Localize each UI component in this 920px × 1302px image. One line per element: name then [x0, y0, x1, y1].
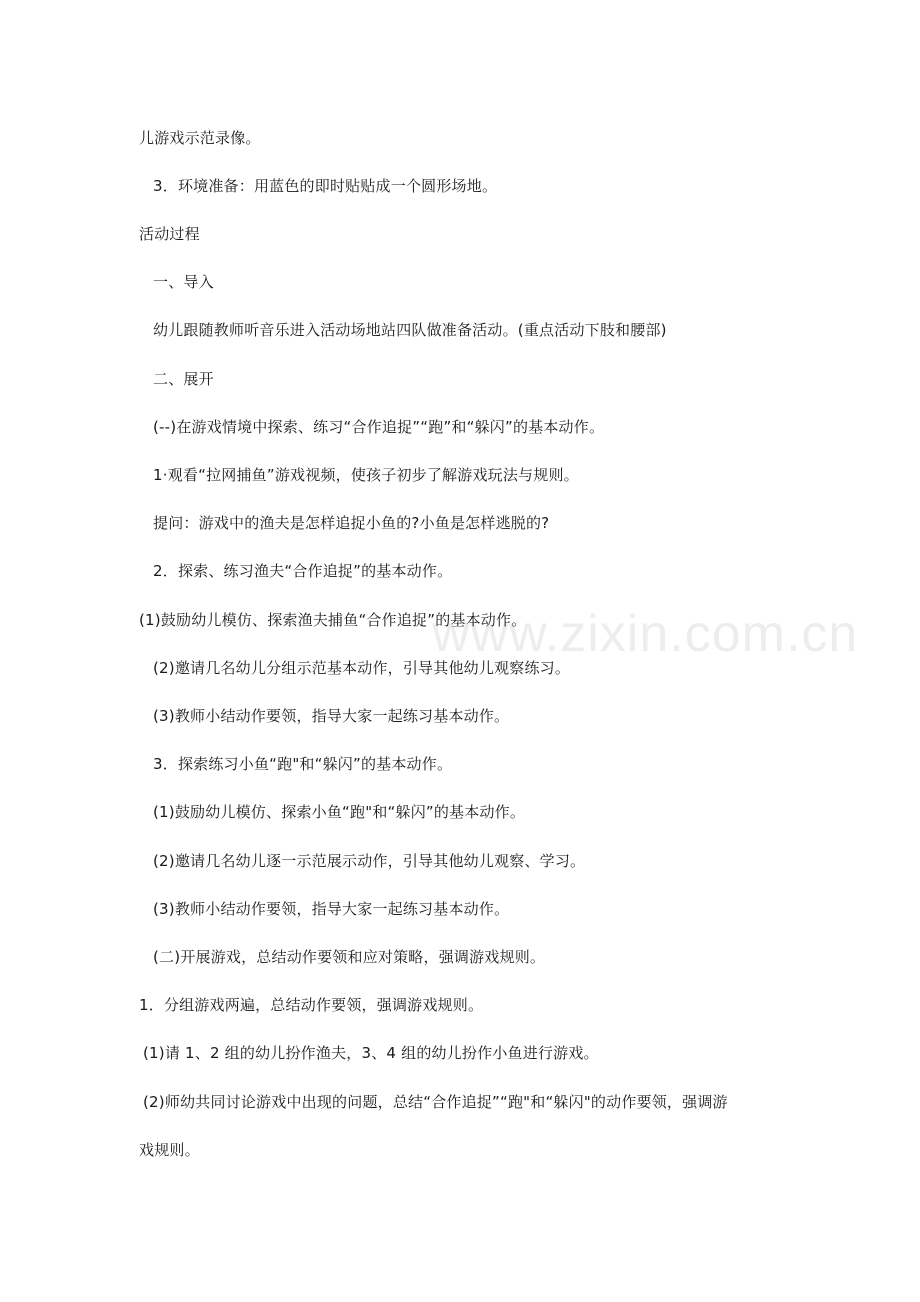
section-heading: 活动过程 [139, 225, 200, 243]
text-line: 2．探索、练习渔夫“合作追捉”的基本动作。 [153, 562, 453, 580]
text-line: 3．环境准备：用蓝色的即时贴贴成一个圆形场地。 [153, 177, 498, 195]
text-line: (2)邀请几名幼儿分组示范基本动作，引导其他幼儿观察练习。 [153, 659, 571, 677]
text-line: 幼儿跟随教师听音乐进入活动场地站四队做准备活动。(重点活动下肢和腰部) [153, 321, 667, 339]
watermark: www.zixin.com.cn [432, 605, 859, 663]
text-line: 3．探索练习小鱼“跑"和“躲闪”的基本动作。 [153, 755, 453, 773]
text-line: (2)邀请几名幼儿逐一示范展示动作，引导其他幼儿观察、学习。 [153, 852, 586, 870]
text-line: 1．分组游戏两遍，总结动作要领，强调游戏规则。 [139, 996, 484, 1014]
text-line: (--)在游戏情境中探索、练习“合作追捉”“跑”和“躲闪”的基本动作。 [153, 418, 605, 436]
text-line: (二)开展游戏，总结动作要领和应对策略，强调游戏规则。 [153, 948, 546, 966]
text-line: (3)教师小结动作要领，指导大家一起练习基本动作。 [153, 707, 510, 725]
section-heading: 一、导入 [153, 273, 214, 291]
section-heading: 二、展开 [153, 370, 214, 388]
text-line: 1·观看“拉网捕鱼”游戏视频，使孩子初步了解游戏玩法与规则。 [153, 466, 579, 484]
text-line: 儿游戏示范录像。 [139, 129, 261, 147]
text-line: 戏规则。 [139, 1141, 200, 1159]
text-line: 提问：游戏中的渔夫是怎样追捉小鱼的?小鱼是怎样逃脱的? [153, 514, 550, 532]
text-line: (1)鼓励幼儿模仿、探索小鱼“跑"和“躲闪”的基本动作。 [153, 803, 526, 821]
text-line: (1)请 1、2 组的幼儿扮作渔夫，3、4 组的幼儿扮作小鱼进行游戏。 [143, 1044, 599, 1062]
text-line: (2)师幼共同讨论游戏中出现的问题，总结“合作追捉”“跑"和“躲闪"的动作要领，强调游 [143, 1093, 728, 1111]
text-line: (1)鼓励幼儿模仿、探索渔夫捕鱼“合作追捉”的基本动作。 [139, 611, 527, 629]
text-line: (3)教师小结动作要领，指导大家一起练习基本动作。 [153, 900, 510, 918]
